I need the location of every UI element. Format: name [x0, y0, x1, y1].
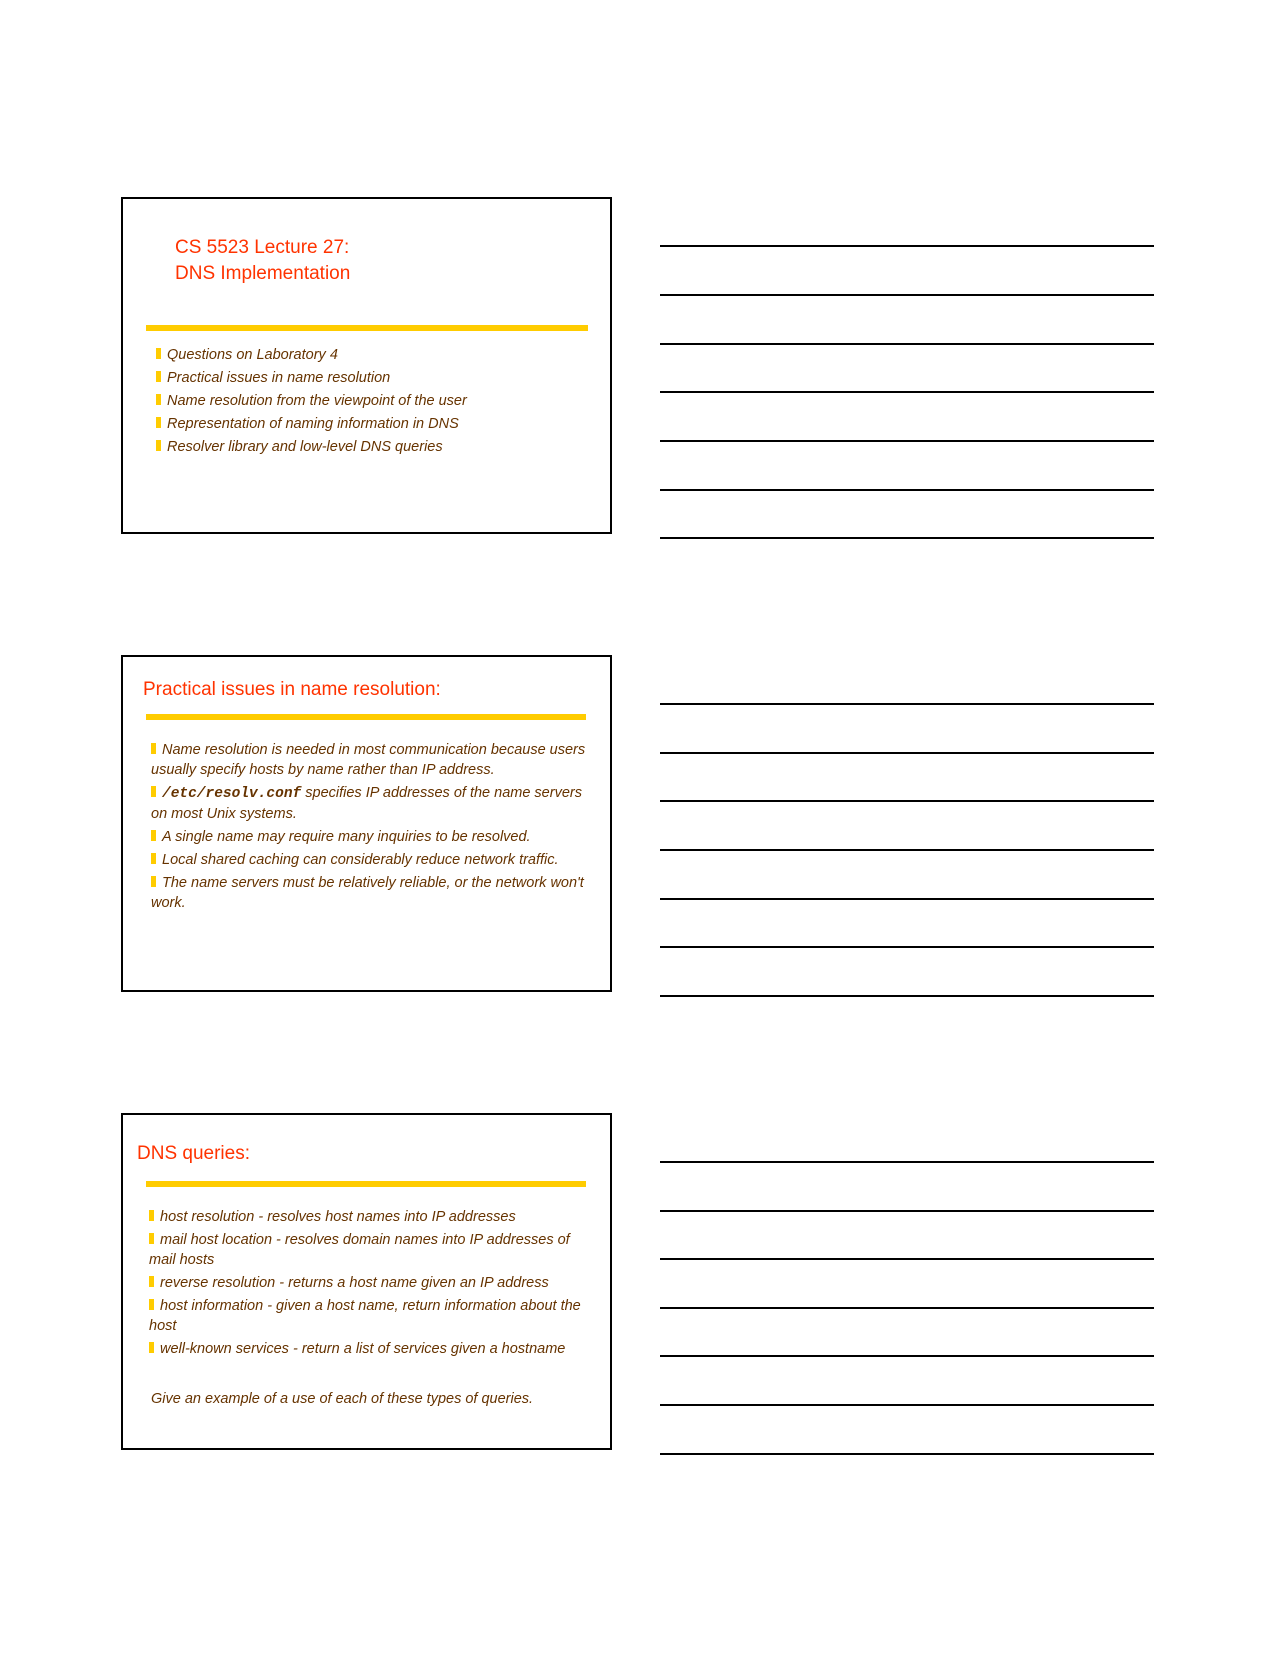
- slide-2-bullet-list: [151, 740, 591, 916]
- list-item: /etc/resolv.conf specifies IP addresses of the name servers on most Unix systems.: [151, 785, 582, 822]
- bullet-icon: [156, 348, 161, 359]
- note-line: [660, 1258, 1154, 1260]
- list-item: Resolver library and low-level DNS queries: [156, 437, 596, 457]
- bullet-icon: [151, 853, 156, 864]
- note-line: [660, 1453, 1154, 1455]
- bullet-icon: [156, 440, 161, 451]
- note-line: [660, 946, 1154, 948]
- bullet-icon: [151, 743, 156, 754]
- list-item: host information - given a host name, return information about the host: [149, 1298, 581, 1334]
- slide-3-bullet-list: [149, 1207, 597, 1362]
- slide-1-title-bar: [146, 325, 588, 331]
- slide-2-title-bar: [146, 714, 586, 720]
- note-line: [660, 1210, 1154, 1212]
- bullet-icon: [151, 786, 156, 797]
- slide-3-title-bar: [146, 1181, 586, 1187]
- note-line: [660, 703, 1154, 705]
- list-item: well-known services - return a list of services given a hostname: [149, 1339, 597, 1359]
- note-line: [660, 440, 1154, 442]
- bullet-icon: [149, 1342, 154, 1353]
- note-line: [660, 995, 1154, 997]
- slide-3-footer-question: Give an example of a use of each of these types of queries.: [151, 1391, 534, 1407]
- note-line: [660, 898, 1154, 900]
- bullet-icon: [149, 1299, 154, 1310]
- note-line: [660, 489, 1154, 491]
- bullet-icon: [149, 1233, 154, 1244]
- list-item: Local shared caching can considerably reduce network traffic.: [151, 850, 591, 870]
- slide-2: [121, 655, 612, 992]
- slide-3: [121, 1113, 612, 1450]
- list-item: The name servers must be relatively reliable, or the network won't work.: [151, 875, 584, 911]
- list-item: Representation of naming information in DNS: [156, 414, 596, 434]
- list-item: A single name may require many inquiries to be resolved.: [151, 827, 591, 847]
- slide-3-title: DNS queries:: [137, 1143, 250, 1164]
- note-line: [660, 537, 1154, 539]
- note-line: [660, 1404, 1154, 1406]
- bullet-icon: [156, 417, 161, 428]
- note-line: [660, 294, 1154, 296]
- bullet-icon: [156, 394, 161, 405]
- code-path: /etc/resolv.conf: [162, 786, 302, 802]
- slide-1: [121, 197, 612, 534]
- bullet-icon: [151, 876, 156, 887]
- note-line: [660, 391, 1154, 393]
- bullet-icon: [149, 1276, 154, 1287]
- slide-1-title-line-2: DNS Implementation: [175, 263, 351, 284]
- note-line: [660, 343, 1154, 345]
- note-line: [660, 752, 1154, 754]
- slide-2-title: Practical issues in name resolution:: [143, 679, 441, 700]
- bullet-icon: [151, 830, 156, 841]
- list-item: Questions on Laboratory 4: [156, 345, 596, 365]
- list-item: host resolution - resolves host names into IP addresses: [149, 1207, 597, 1227]
- note-line: [660, 1161, 1154, 1163]
- slide-1-title-line-1: CS 5523 Lecture 27:: [175, 237, 350, 258]
- note-line: [660, 800, 1154, 802]
- note-line: [660, 245, 1154, 247]
- list-item: Name resolution from the viewpoint of the user: [156, 391, 596, 411]
- list-item: Practical issues in name resolution: [156, 368, 596, 388]
- list-item: reverse resolution - returns a host name given an IP address: [149, 1273, 597, 1293]
- list-item: Name resolution is needed in most communication because users usually specify hosts by name rather than IP address.: [151, 742, 586, 778]
- bullet-icon: [156, 371, 161, 382]
- slide-1-bullet-list: [156, 345, 596, 460]
- bullet-icon: [149, 1210, 154, 1221]
- list-item: mail host location - resolves domain names into IP addresses of mail hosts: [149, 1232, 570, 1268]
- note-line: [660, 1355, 1154, 1357]
- note-line: [660, 849, 1154, 851]
- note-line: [660, 1307, 1154, 1309]
